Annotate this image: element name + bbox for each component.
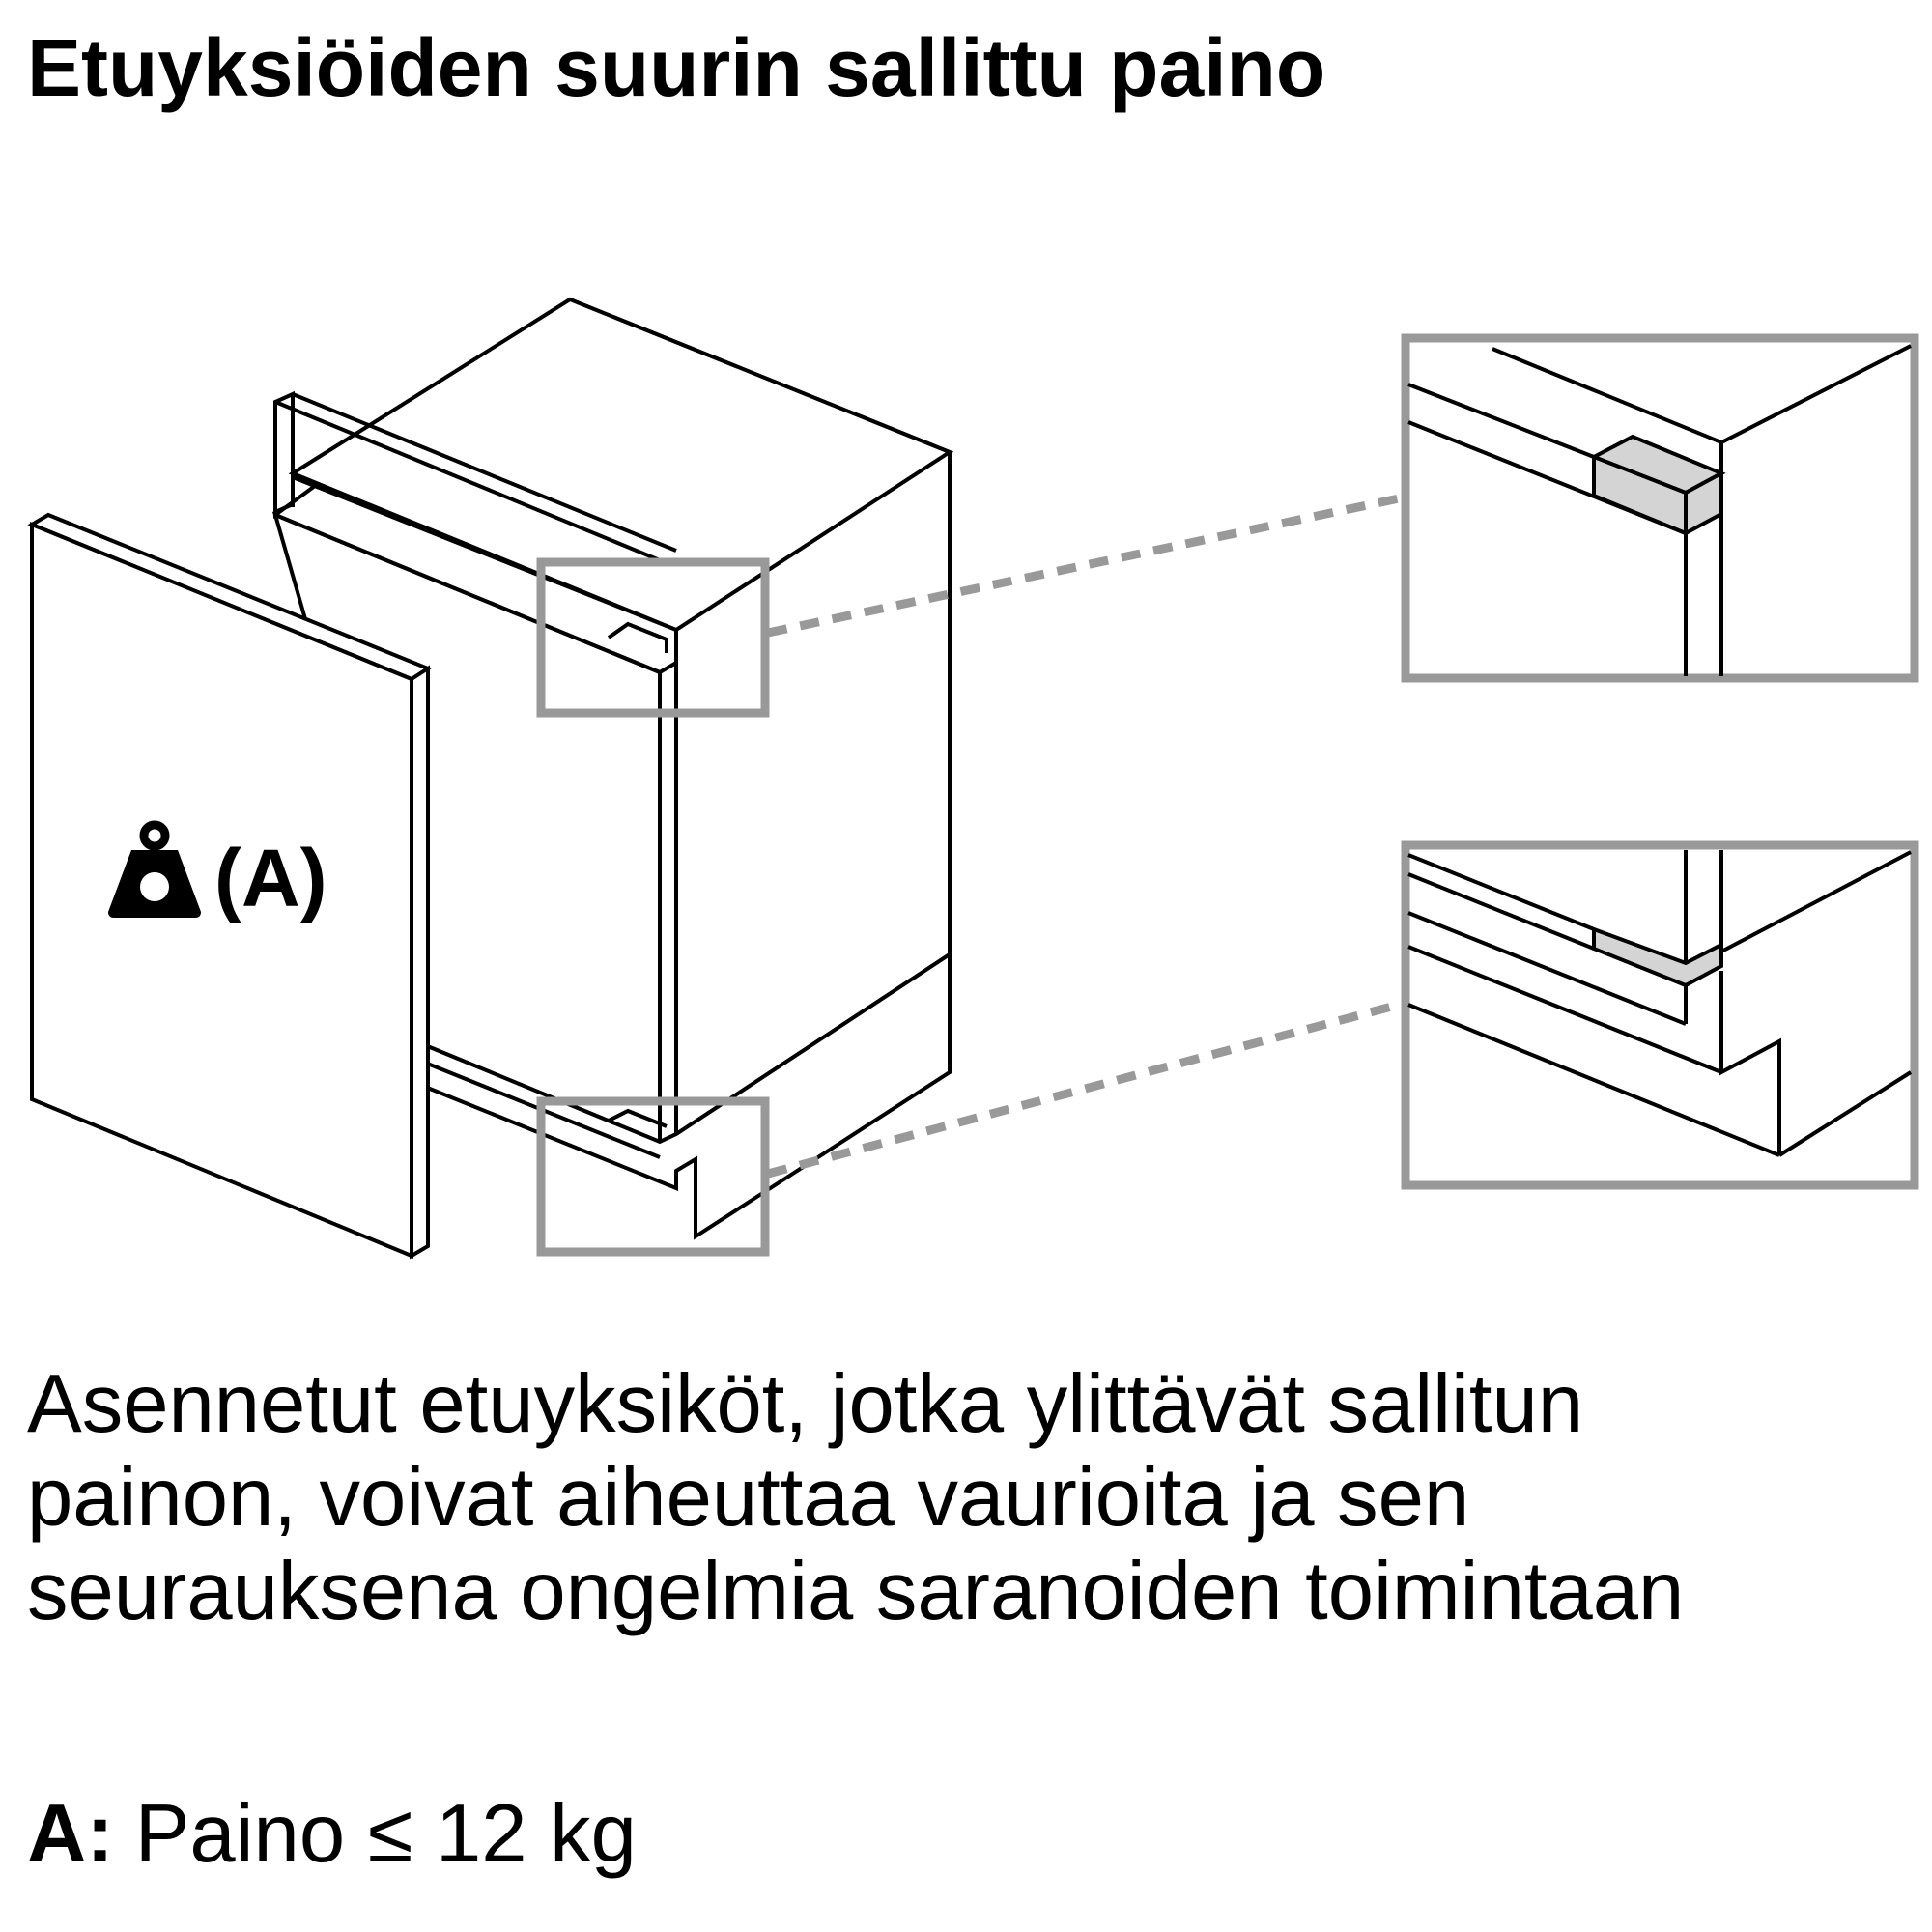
label-marker: (A)	[214, 833, 327, 923]
warning-line-2: painon, voivat aiheuttaa vaurioita ja sen	[27, 1452, 1470, 1544]
warning-line-1: Asennetut etuyksiköt, jotka ylittävät sallitun	[27, 1358, 1584, 1450]
warning-line-3: seurauksena ongelmia saranoiden toimintaan	[27, 1546, 1685, 1637]
warning-text	[27, 1357, 1920, 1638]
legend	[27, 1787, 637, 1882]
page-title: Etuyksiöiden suurin sallittu paino	[27, 22, 1326, 113]
legend-key: A:	[27, 1788, 114, 1880]
legend-text: Paino ≤ 12 kg	[134, 1788, 637, 1880]
hinge-detail-bottom	[1406, 845, 1915, 1185]
hinge-detail-top	[1406, 338, 1915, 678]
